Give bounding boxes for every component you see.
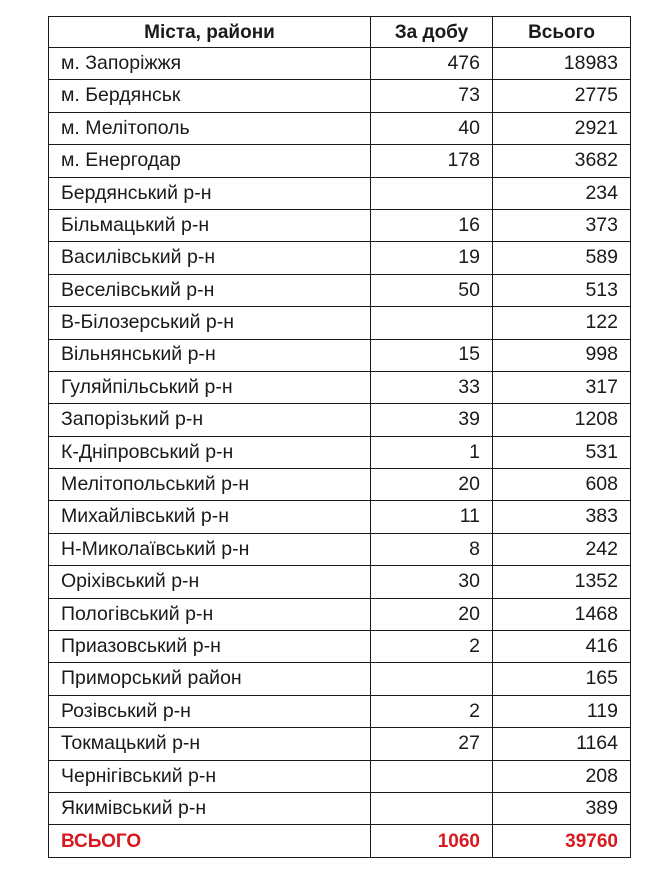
cell-name: К-Дніпровський р-н [49, 436, 371, 468]
cell-day: 20 [371, 598, 493, 630]
cell-name: Веселівський р-н [49, 274, 371, 306]
cell-total: 2775 [493, 80, 631, 112]
table-row [49, 242, 631, 274]
cell-name: Якимівський р-н [49, 792, 371, 824]
cell-total: 208 [493, 760, 631, 792]
cell-day: 19 [371, 242, 493, 274]
header-name: Міста, райони [49, 17, 371, 48]
table-row [49, 209, 631, 241]
cell-total: 242 [493, 533, 631, 565]
cell-total: 589 [493, 242, 631, 274]
cell-total: 3682 [493, 145, 631, 177]
cell-total: 165 [493, 663, 631, 695]
cell-total: 317 [493, 371, 631, 403]
table-row [49, 48, 631, 80]
cell-day: 40 [371, 112, 493, 144]
table-row [49, 404, 631, 436]
table-row [49, 274, 631, 306]
cell-day: 11 [371, 501, 493, 533]
total-day: 1060 [371, 825, 493, 857]
cell-name: м. Бердянськ [49, 80, 371, 112]
cell-total: 389 [493, 792, 631, 824]
header-day: За добу [371, 17, 493, 48]
table-row [49, 533, 631, 565]
cell-total: 531 [493, 436, 631, 468]
cell-total: 18983 [493, 48, 631, 80]
table-row [49, 792, 631, 824]
table-row [49, 145, 631, 177]
cell-name: В-Білозерський р-н [49, 307, 371, 339]
cell-day [371, 760, 493, 792]
cell-total: 608 [493, 469, 631, 501]
statistics-table [48, 16, 631, 858]
cell-name: Бердянський р-н [49, 177, 371, 209]
table-body [49, 48, 631, 825]
cell-day [371, 307, 493, 339]
table-row [49, 598, 631, 630]
table-row [49, 760, 631, 792]
cell-day [371, 177, 493, 209]
total-row [49, 825, 631, 857]
cell-day: 33 [371, 371, 493, 403]
table-row [49, 307, 631, 339]
cell-day: 476 [371, 48, 493, 80]
cell-name: Приазовський р-н [49, 631, 371, 663]
table-row [49, 436, 631, 468]
cell-day: 16 [371, 209, 493, 241]
table-row [49, 501, 631, 533]
cell-day: 2 [371, 631, 493, 663]
table-row [49, 339, 631, 371]
cell-day: 30 [371, 566, 493, 598]
cell-day: 50 [371, 274, 493, 306]
cell-name: м. Мелітополь [49, 112, 371, 144]
table-row [49, 728, 631, 760]
cell-day: 8 [371, 533, 493, 565]
cell-day [371, 792, 493, 824]
cell-day: 2 [371, 695, 493, 727]
cell-total: 1208 [493, 404, 631, 436]
table-row [49, 566, 631, 598]
cell-name: Василівський р-н [49, 242, 371, 274]
cell-total: 122 [493, 307, 631, 339]
cell-total: 383 [493, 501, 631, 533]
cell-name: Приморський район [49, 663, 371, 695]
cell-total: 513 [493, 274, 631, 306]
cell-name: Більмацький р-н [49, 209, 371, 241]
total-all: 39760 [493, 825, 631, 857]
cell-name: Мелітопольський р-н [49, 469, 371, 501]
table-row [49, 469, 631, 501]
table-row [49, 177, 631, 209]
cell-total: 373 [493, 209, 631, 241]
cell-day: 15 [371, 339, 493, 371]
cell-day [371, 663, 493, 695]
cell-total: 2921 [493, 112, 631, 144]
cell-name: Н-Миколаївський р-н [49, 533, 371, 565]
table-row [49, 663, 631, 695]
table-row [49, 80, 631, 112]
table-row [49, 112, 631, 144]
header-row [49, 17, 631, 48]
cell-day: 20 [371, 469, 493, 501]
cell-name: Оріхівський р-н [49, 566, 371, 598]
cell-name: Гуляйпільський р-н [49, 371, 371, 403]
cell-total: 1164 [493, 728, 631, 760]
cell-name: Чернігівський р-н [49, 760, 371, 792]
cell-name: Розівський р-н [49, 695, 371, 727]
cell-total: 998 [493, 339, 631, 371]
cell-name: Михайлівський р-н [49, 501, 371, 533]
cell-name: Вільнянський р-н [49, 339, 371, 371]
table-row [49, 371, 631, 403]
cell-day: 178 [371, 145, 493, 177]
total-label: ВСЬОГО [49, 825, 371, 857]
cell-total: 234 [493, 177, 631, 209]
cell-total: 416 [493, 631, 631, 663]
header-total: Всього [493, 17, 631, 48]
table-row [49, 631, 631, 663]
cell-name: Токмацький р-н [49, 728, 371, 760]
cell-day: 1 [371, 436, 493, 468]
cell-name: м. Запоріжжя [49, 48, 371, 80]
cell-day: 39 [371, 404, 493, 436]
cell-day: 27 [371, 728, 493, 760]
table-row [49, 695, 631, 727]
cell-name: Запорізький р-н [49, 404, 371, 436]
cell-total: 1352 [493, 566, 631, 598]
cell-day: 73 [371, 80, 493, 112]
cell-name: Пологівський р-н [49, 598, 371, 630]
cell-name: м. Енергодар [49, 145, 371, 177]
cell-total: 119 [493, 695, 631, 727]
cell-total: 1468 [493, 598, 631, 630]
